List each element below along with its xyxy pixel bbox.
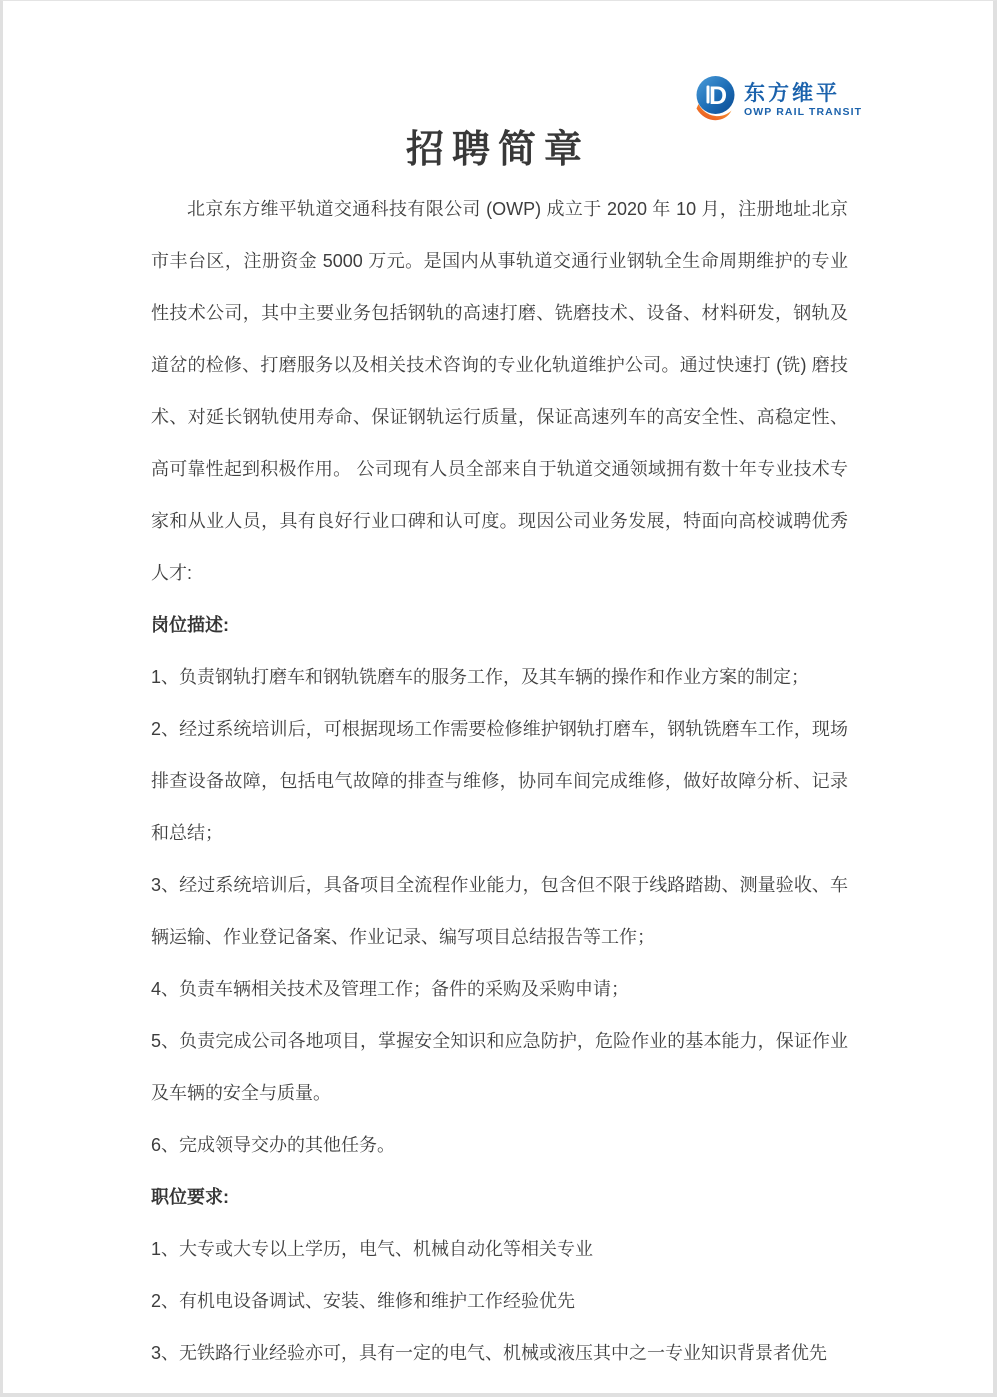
logo-wordmark [744, 82, 862, 119]
brand-name-cn: 东方维平 [744, 81, 840, 105]
page-title: 招聘简章 [405, 129, 590, 171]
svg-text:D: D [708, 82, 728, 110]
job-requirement-item: 2、有机电设备调试、安装、维修和维护工作经验优先 [151, 1291, 576, 1311]
section-heading-job-description: 岗位描述: [151, 615, 229, 635]
job-requirement-item: 1、大专或大专以上学历，电气、机械自动化等相关专业 [151, 1239, 594, 1259]
company-intro-paragraph: 北京东方维平轨道交通科技有限公司 (OWP) 成立于 2020 年 10 月，注册地址北京市丰台区，注册资金 5000 万元。是国内从事轨道交通行业钢轨全生命周期维护的专业性技术公司，其中主要业务包括钢轨的高速打磨、铣磨技术、设备、材料研发，钢轨及道岔的检修、打磨服务以及相关技术咨询的专业化轨道维护公司。通过快速打 (铣) 磨技术、对延长钢轨使用寿命、保证钢轨运行质量，保证高速列车的高安全性、高稳定性、高可靠性起到积极作用。 公司现有人员全部来自于轨道交通领域拥有数十年专业技术专家和从业人员，具有良好行业口碑和认可度。现因公司业务发展，特面向高校诚聘优秀人才: [151, 199, 848, 583]
owp-globe-icon [695, 75, 735, 125]
job-requirement-item: 3、无铁路行业经验亦可，具有一定的电气、机械或液压其中之一专业知识背景者优先 [151, 1343, 828, 1363]
section-heading-job-requirements: 职位要求: [151, 1187, 229, 1207]
job-duty-item: 6、完成领导交办的其他任务。 [151, 1135, 396, 1155]
brand-name-en: OWP RAIL TRANSIT [744, 105, 863, 118]
job-duty-item: 2、经过系统培训后，可根据现场工作需要检修维护钢轨打磨车，钢轨铣磨车工作，现场排查设备故障，包括电气故障的排查与维修，协同车间完成维修，做好故障分析、记录和总结； [151, 719, 848, 843]
company-logo [695, 75, 862, 125]
document-body [151, 183, 848, 1379]
job-duty-item: 4、负责车辆相关技术及管理工作；备件的采购及采购申请； [151, 979, 630, 999]
job-duty-item: 1、负责钢轨打磨车和钢轨铣磨车的服务工作，及其车辆的操作和作业方案的制定； [151, 667, 810, 687]
job-duty-item: 3、经过系统培训后，具备项目全流程作业能力，包含但不限于线路踏勘、测量验收、车辆运输、作业登记备案、作业记录、编写项目总结报告等工作； [151, 875, 848, 947]
job-duty-item: 5、负责完成公司各地项目，掌握安全知识和应急防护，危险作业的基本能力，保证作业及车辆的安全与质量。 [151, 1031, 848, 1103]
